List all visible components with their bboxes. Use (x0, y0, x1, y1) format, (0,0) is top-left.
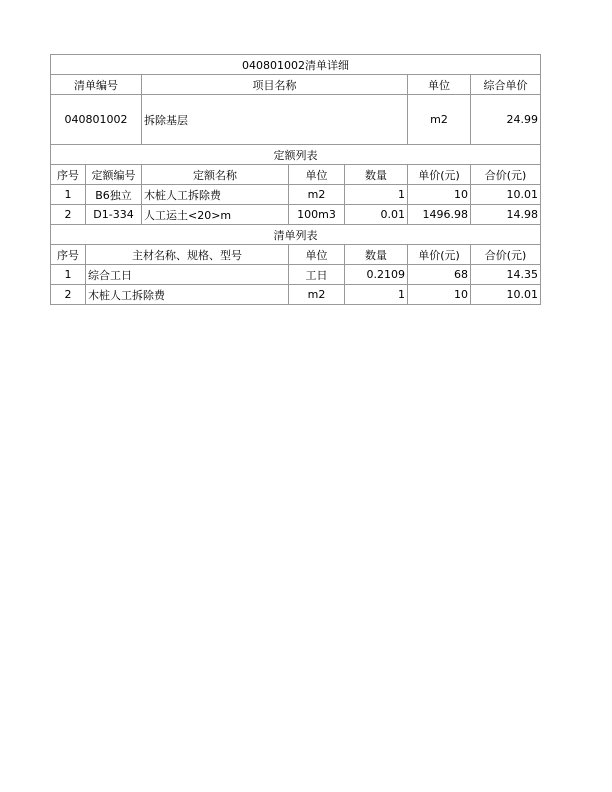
quota-total: 14.98 (471, 205, 541, 225)
quota-header-code: 定额编号 (86, 165, 142, 185)
quota-section-row (51, 145, 541, 165)
material-name: 木桩人工拆除费 (86, 285, 289, 305)
materials-header-unit: 单位 (289, 245, 345, 265)
quota-header-unit-price: 单价(元) (408, 165, 471, 185)
quota-header-qty: 数量 (345, 165, 408, 185)
quota-header-no: 序号 (51, 165, 86, 185)
materials-section-row (51, 225, 541, 245)
quota-unit: 100m3 (289, 205, 345, 225)
materials-section-title: 清单列表 (51, 225, 541, 245)
material-qty: 0.2109 (345, 265, 408, 285)
table-row (51, 205, 541, 225)
summary-header-row (51, 75, 541, 95)
materials-header-unit-price: 单价(元) (408, 245, 471, 265)
materials-header-qty: 数量 (345, 245, 408, 265)
quota-header-unit: 单位 (289, 165, 345, 185)
quota-no: 1 (51, 185, 86, 205)
material-qty: 1 (345, 285, 408, 305)
table-row (51, 265, 541, 285)
detail-sheet (50, 54, 540, 305)
quota-header-row (51, 165, 541, 185)
materials-header-total: 合价(元) (471, 245, 541, 265)
summary-unit: m2 (408, 95, 471, 145)
quota-name: 木桩人工拆除费 (142, 185, 289, 205)
material-unit-price: 10 (408, 285, 471, 305)
materials-header-row (51, 245, 541, 265)
header-list-code: 清单编号 (51, 75, 142, 95)
quota-qty: 0.01 (345, 205, 408, 225)
quota-total: 10.01 (471, 185, 541, 205)
table-row (51, 285, 541, 305)
material-unit-price: 68 (408, 265, 471, 285)
materials-header-no: 序号 (51, 245, 86, 265)
detail-table (50, 54, 541, 305)
quota-no: 2 (51, 205, 86, 225)
header-item-name: 项目名称 (142, 75, 408, 95)
page-title: 040801002清单详细 (51, 55, 541, 75)
materials-header-name: 主材名称、规格、型号 (86, 245, 289, 265)
material-unit: 工日 (289, 265, 345, 285)
quota-qty: 1 (345, 185, 408, 205)
material-unit: m2 (289, 285, 345, 305)
material-name: 综合工日 (86, 265, 289, 285)
header-unit: 单位 (408, 75, 471, 95)
summary-name: 拆除基层 (142, 95, 408, 145)
material-total: 14.35 (471, 265, 541, 285)
table-row (51, 185, 541, 205)
quota-header-total: 合价(元) (471, 165, 541, 185)
quota-name: 人工运土<20>m (142, 205, 289, 225)
quota-section-title: 定额列表 (51, 145, 541, 165)
quota-code: B6独立 (86, 185, 142, 205)
material-no: 1 (51, 265, 86, 285)
quota-header-name: 定额名称 (142, 165, 289, 185)
quota-unit-price: 1496.98 (408, 205, 471, 225)
quota-unit-price: 10 (408, 185, 471, 205)
summary-code: 040801002 (51, 95, 142, 145)
quota-code: D1-334 (86, 205, 142, 225)
title-row (51, 55, 541, 75)
summary-price: 24.99 (471, 95, 541, 145)
quota-unit: m2 (289, 185, 345, 205)
header-unit-price: 综合单价 (471, 75, 541, 95)
material-total: 10.01 (471, 285, 541, 305)
material-no: 2 (51, 285, 86, 305)
summary-row (51, 95, 541, 145)
